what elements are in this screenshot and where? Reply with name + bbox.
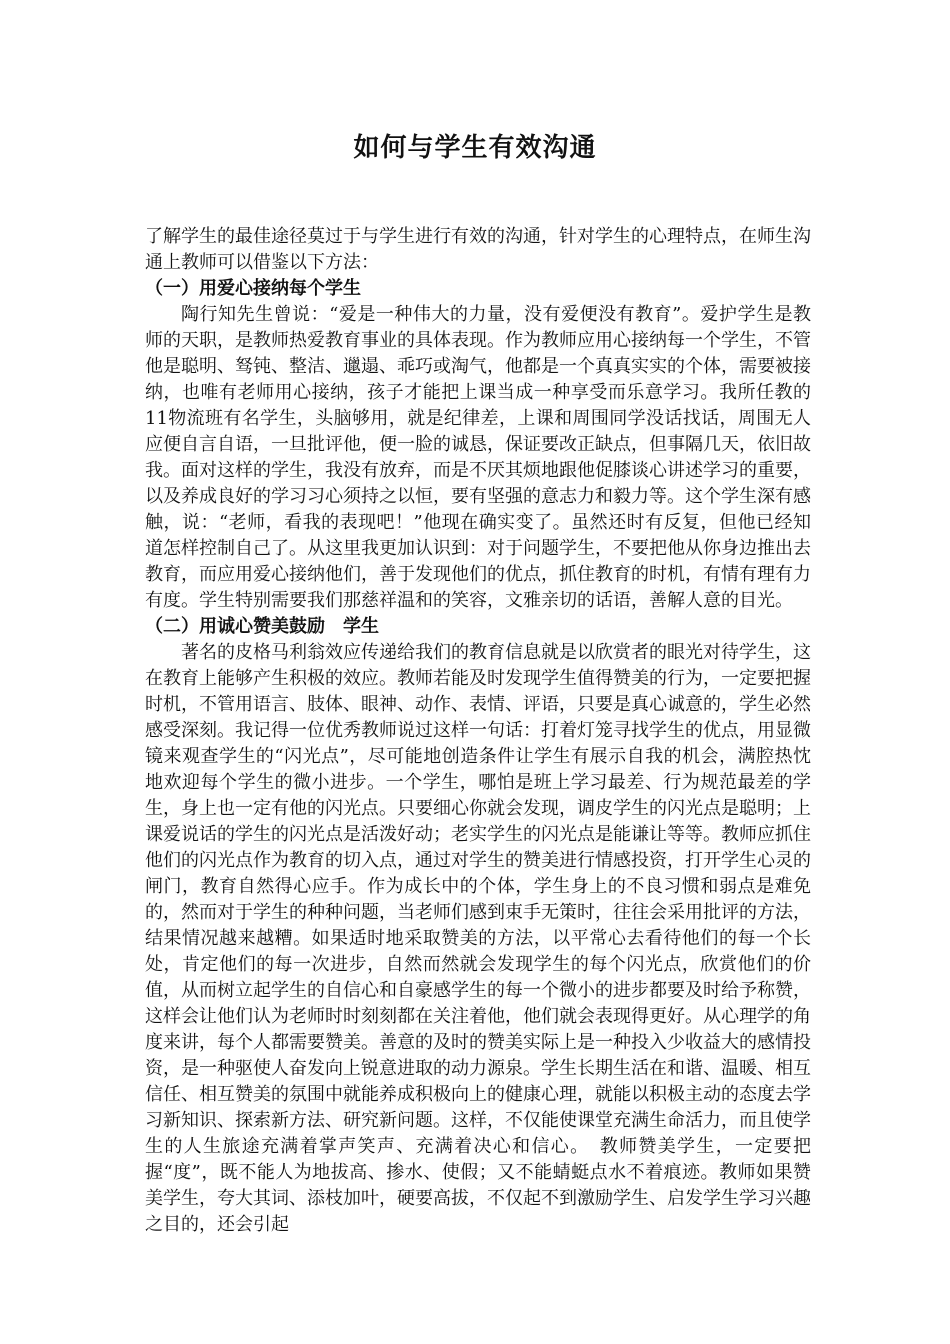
document-body [145,224,811,1238]
intro-paragraph: 了解学生的最佳途径莫过于与学生进行有效的沟通，针对学生的心理特点，在师生沟通上教师可以借鉴以下方法： [145,226,811,273]
section-heading-1: （一）用爱心接纳每个学生 [145,278,361,299]
section-paragraph-2: 著名的皮格马利翁效应传递给我们的教育信息就是以欣赏者的眼光对待学生，这在教育上能够产生积极的效应。教师若能及时发现学生值得赞美的行为，一定要把握时机，不管用语言、肢体、眼神、动作、表情、评语，只要是真心诚意的，学生必然感受深刻。我记得一位优秀教师说过这样一句话：打着灯笼寻找学生的优点，用显微镜来观查学生的“闪光点”，尽可能地创造条件让学生有展示自我的机会，满腔热忱地欢迎每个学生的微小进步。一个学生，哪怕是班上学习最差、行为规范最差的学生，身上也一定有他的闪光点。只要细心你就会发现，调皮学生的闪光点是聪明；上课爱说话的学生的闪光点是活泼好动；老实学生的闪光点是能谦让等等。教师应抓住他们的闪光点作为教育的切入点，通过对学生的赞美进行情感投资，打开学生心灵的闸门，教育自然得心应手。作为成长中的个体，学生身上的不良习惯和弱点是难免的，然而对于学生的种种问题，当老师们感到束手无策时，往往会采用批评的方法，结果情况越来越糟。如果适时地采取赞美的方法，以平常心去看待他们的每一个长处，肯定他们的每一次进步，自然而然就会发现学生的每个闪光点，欣赏他们的价值，从而树立起学生的自信心和自豪感学生的每一个微小的进步都要及时给予称赞，这样会让他们认为老师时时刻刻都在关注着他，他们就会表现得更好。从心理学的角度来讲，每个人都需要赞美。善意的及时的赞美实际上是一种投入少收益大的感情投资，是一种驱使人奋发向上锐意进取的动力源泉。学生长期生活在和谐、温暖、相互信任、相互赞美的氛围中就能养成积极向上的健康心理，就能以积极主动的态度去学习新知识、探索新方法、研究新问题。这样，不仅能使课堂充满生命活力，而且使学生的人生旅途充满着掌声笑声、充满着决心和信心。 教师赞美学生，一定要把握“度”，既不能人为地拔高、掺水、使假；又不能蜻蜓点水不着痕迹。教师如果赞美学生，夸大其词、添枝加叶，硬要高拔，不仅起不到激励学生、启发学生学习兴趣之目的，还会引起 [145,642,811,1235]
section-heading-2: （二）用诚心赞美鼓励 学生 [145,616,379,637]
document-title: 如何与学生有效沟通 [353,133,597,163]
section-paragraph-1: 陶行知先生曾说：“爱是一种伟大的力量，没有爱便没有教育”。爱护学生是教师的天职，是教师热爱教育事业的具体表现。作为教师应用心接纳每一个学生，不管他是聪明、驽钝、整洁、邋遢、乖巧或淘气，他都是一个真真实实的个体，需要被接纳，也唯有老师用心接纳，孩子才能把上课当成一种享受而乐意学习。我所任教的11物流班有名学生，头脑够用，就是纪律差，上课和周围同学没话找话，周围无人应便自言自语，一旦批评他，便一脸的诚恳，保证要改正缺点，但事隔几天，依旧故我。面对这样的学生，我没有放弃，而是不厌其烦地跟他促膝谈心讲述学习的重要，以及养成良好的学习习心须持之以恒，要有坚强的意志力和毅力等。这个学生深有感触，说：“老师，看我的表现吧！”他现在确实变了。虽然还时有反复，但他已经知道怎样控制自己了。从这里我更加认识到：对于问题学生，不要把他从你身边推出去教育，而应用爱心接纳他们，善于发现他们的优点，抓住教育的时机，有情有理有力有度。学生特别需要我们那慈祥温和的笑容，文雅亲切的话语，善解人意的目光。 [145,304,811,611]
